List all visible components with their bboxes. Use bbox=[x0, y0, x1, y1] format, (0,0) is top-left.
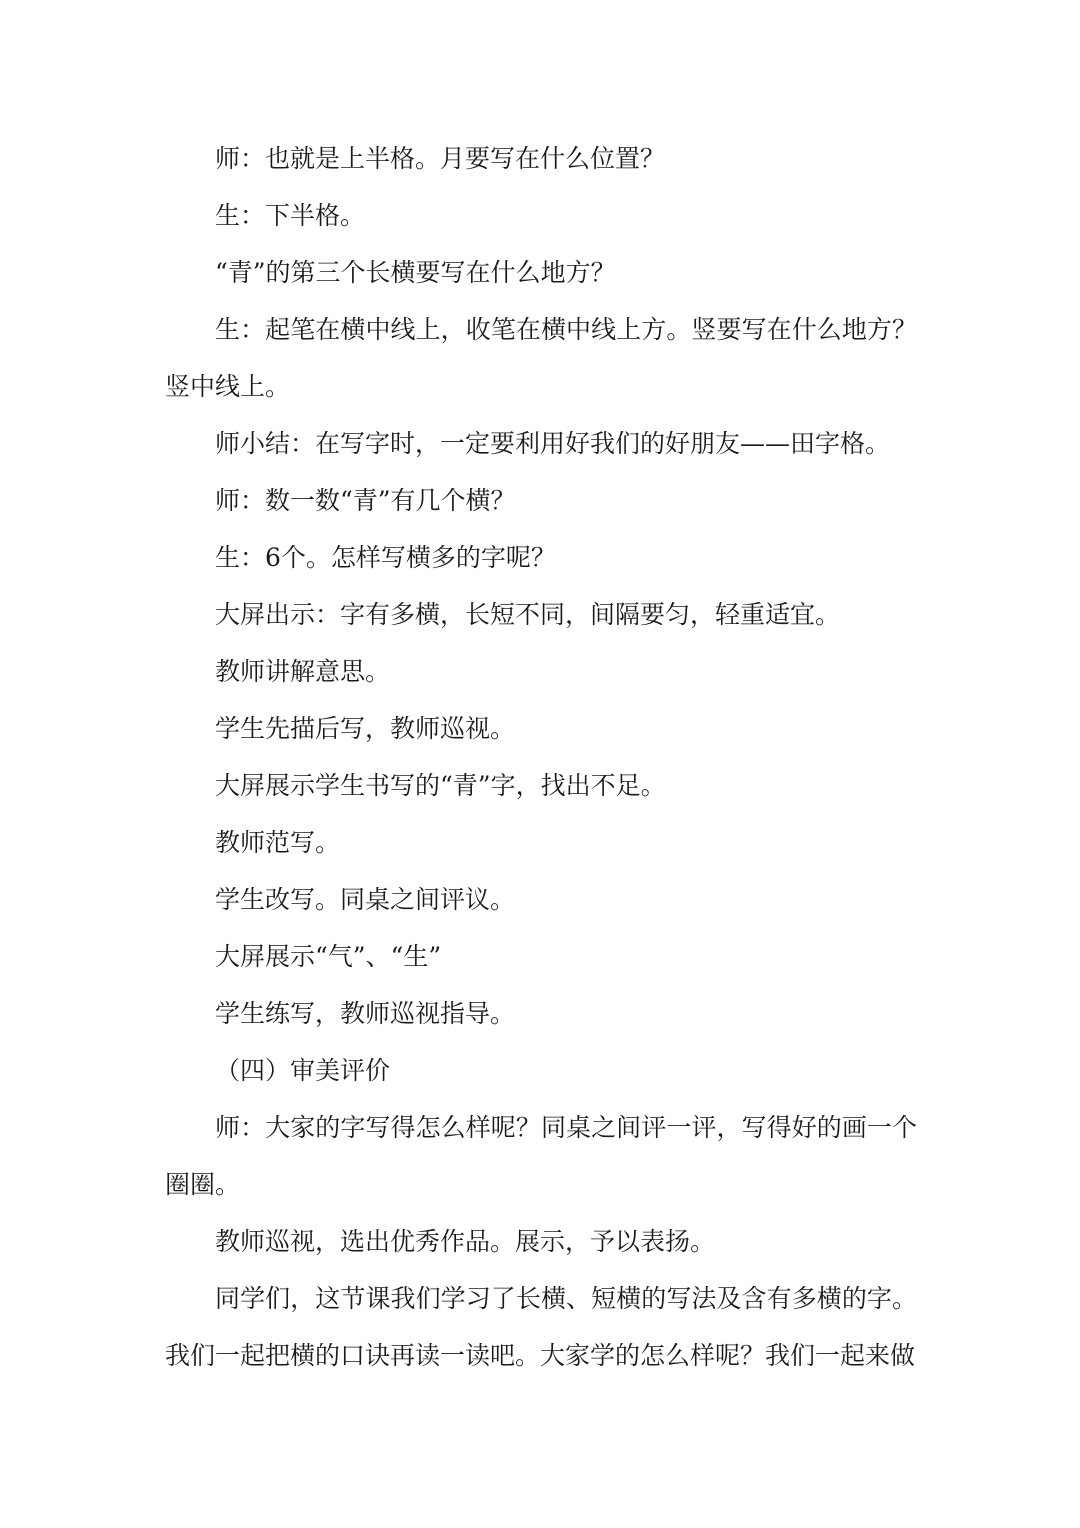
paragraph: 大屏出示：字有多横，长短不同，间隔要匀，轻重适宜。 bbox=[215, 600, 841, 629]
paragraph: 师：也就是上半格。月要写在什么位置？ bbox=[215, 144, 666, 173]
document-body bbox=[165, 130, 917, 1384]
section-heading: （四）审美评价 bbox=[215, 1056, 391, 1085]
paragraph: 同学们，这节课我们学习了长横、短横的写法及含有多横的字。我们一起把横的口诀再读一读吧。大家学的怎么样呢？我们一起来做 bbox=[165, 1284, 917, 1370]
paragraph: 学生先描后写，教师巡视。 bbox=[215, 714, 516, 743]
paragraph: 生：6个。怎样写横多的字呢？ bbox=[215, 543, 556, 572]
paragraph: 教师范写。 bbox=[215, 828, 341, 857]
paragraph: 教师讲解意思。 bbox=[215, 657, 391, 686]
paragraph: 生：下半格。 bbox=[215, 201, 366, 230]
paragraph: 学生改写。同桌之间评议。 bbox=[215, 885, 516, 914]
paragraph: 大屏展示学生书写的“青”字，找出不足。 bbox=[215, 771, 666, 800]
paragraph: 师小结：在写字时，一定要利用好我们的好朋友——田字格。 bbox=[215, 429, 891, 458]
paragraph: 教师巡视，选出优秀作品。展示，予以表扬。 bbox=[215, 1227, 716, 1256]
paragraph: 师：大家的字写得怎么样呢？同桌之间评一评，写得好的画一个圈圈。 bbox=[165, 1113, 917, 1199]
paragraph: “青”的第三个长横要写在什么地方？ bbox=[215, 258, 616, 287]
paragraph: 生：起笔在横中线上，收笔在横中线上方。竖要写在什么地方？竖中线上。 bbox=[165, 315, 917, 401]
paragraph: 学生练写，教师巡视指导。 bbox=[215, 999, 516, 1028]
paragraph: 大屏展示“气”、“生” bbox=[215, 942, 442, 971]
paragraph: 师：数一数“青”有几个横？ bbox=[215, 486, 516, 515]
